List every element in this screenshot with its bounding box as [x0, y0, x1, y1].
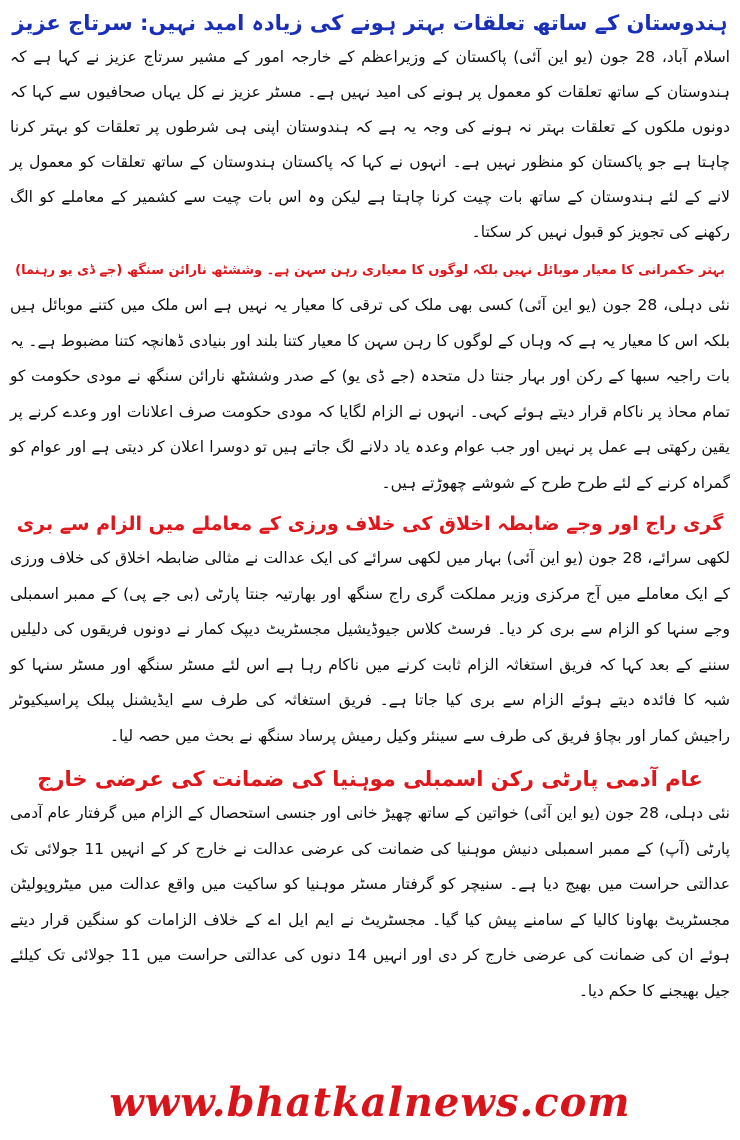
article-1 — [10, 6, 730, 250]
website-url-footer[interactable]: www.bhatkalnews.com — [109, 1079, 631, 1126]
article-headline: بہتر حکمرانی کا معیار موبائل نہیں بلکہ لوگوں کا معیاری رہن سہن ہے۔ وششٹھ نارائن سنگھ (جے ڈی یو رہنما) — [15, 263, 725, 278]
article-3 — [10, 507, 730, 754]
article-headline: ہندوستان کے ساتھ تعلقات بہتر ہونے کی زیادہ امید نہیں: سرتاج عزیز — [12, 11, 728, 35]
article-headline: عام آدمی پارٹی رکن اسمبلی موہنیا کی ضمانت کی عرضی خارج — [37, 767, 703, 791]
article-body: لکھی سرائے، 28 جون (یو این آئی) بہار میں لکھی سرائے کی ایک عدالت نے مثالی ضابطہ اخلاق کی خلاف ورزی کے ایک معاملے میں آج مرکزی وزیر مملکت گری راج سنگھ اور بھارتیہ جنتا پارٹی (بی جے پی) کے ممبر اسمبلی وجے سنہا کو الزام سے بری کر دیا۔ فرسٹ کلاس جیوڈیشیل مجسٹریٹ دیپک کمار نے دونوں فریقوں کی دلیلیں سننے کے بعد کہا کہ فریق استغاثہ الزام ثابت کرنے میں ناکام رہا ہے اس لئے مسٹر سنگھ اور مسٹر سنہا کو شبہ کا فائدہ دیتے ہوئے الزام سے بری کیا جاتا ہے۔ فریق استغاثہ کی طرف سے ایڈیشنل پبلک پراسیکیوٹر راجیش کمار اور بچاؤ فریق کی طرف سے سینئر وکیل رمیش پرساد سنگھ نے بحث میں حصہ لیا۔ — [10, 549, 731, 745]
article-headline: گری راج اور وجے ضابطہ اخلاق کی خلاف ورزی کے معاملے میں الزام سے بری — [16, 513, 724, 535]
article-body: نئی دہلی، 28 جون (یو این آئی) خواتین کے ساتھ چھیڑ خانی اور جنسی استحصال کے الزام میں گرفتار عام آدمی پارٹی (آپ) کے ممبر اسمبلی دنیش موہنیا کی ضمانت کی عرضی عدالت نے خارج کر کے انہیں 11 جولائی تک عدالتی حراست میں بھیج دیا ہے۔ سنیچر کو گرفتار مسٹر موہنیا کو ساکیت میں واقع عدالت میں میٹروپولیٹن مجسٹریٹ بھاونا کالیا کے سامنے پیش کیا گیا۔ مجسٹریٹ نے ایم ایل اے کے خلاف الزامات کو سنگین قرار دیتے ہوئے ان کی ضمانت کی عرضی خارج کر دی اور انہیں 14 دنوں کی عدالتی حراست میں 11 جولائی تک کیلئے جیل بھیجنے کا حکم دیا۔ — [10, 804, 731, 1000]
article-4 — [10, 762, 730, 1009]
article-body: نئی دہلی، 28 جون (یو این آئی) کسی بھی ملک کی ترقی کا معیار یہ نہیں ہے اس ملک میں کتنے موبائل ہیں بلکہ اس کا معیار یہ ہے کہ وہاں کے لوگوں کا رہن سہن کا معیار کتنا بلند اور بنیادی ڈھانچہ کتنا مضبوط ہے۔ یہ بات راجیہ سبھا کے رکن اور بہار جنتا دل متحدہ (جے ڈی یو) کے صدر وششٹھ نارائن سنگھ نے مودی حکومت کو تمام محاذ پر ناکام قرار دیتے ہوئے کہی۔ انہوں نے الزام لگایا کہ مودی حکومت صرف اعلانات اور وعدے کرنے پر یقین رکھتی ہے عمل پر نہیں اور جب عوام وعدہ یاد دلانے لگ جاتے ہیں تو دوسرا اعلان کر دیتی ہے اور عوام کو گمراہ کرنے کے لئے طرح طرح کے شوشے چھوڑتے ہیں۔ — [10, 296, 730, 492]
article-2 — [10, 254, 730, 501]
article-body: اسلام آباد، 28 جون (یو این آئی) پاکستان کے وزیراعظم کے خارجہ امور کے مشیر سرتاج عزیز نے کہا ہے کہ ہندوستان کے ساتھ تعلقات کو معمول پر ہونے کی امید نہیں ہے۔ مسٹر عزیز نے کل یہاں صحافیوں سے کہا کہ دونوں ملکوں کے تعلقات بہتر نہ ہونے کی وجہ یہ ہے کہ ہندوستان اپنی ہی شرطوں پر تعلقات کو بہتر کرنا چاہتا ہے جو پاکستان کو منظور نہیں ہے۔ انہوں نے کہا کہ پاکستان ہندوستان کے ساتھ تعلقات کو معمول پر لانے کے لئے ہندوستان کے ساتھ بات چیت کرنا چاہتا ہے لیکن وہ اس بات چیت سے کشمیر کے معاملے کو الگ رکھنے کی تجویز کو قبول نہیں کر سکتا۔ — [10, 48, 730, 241]
